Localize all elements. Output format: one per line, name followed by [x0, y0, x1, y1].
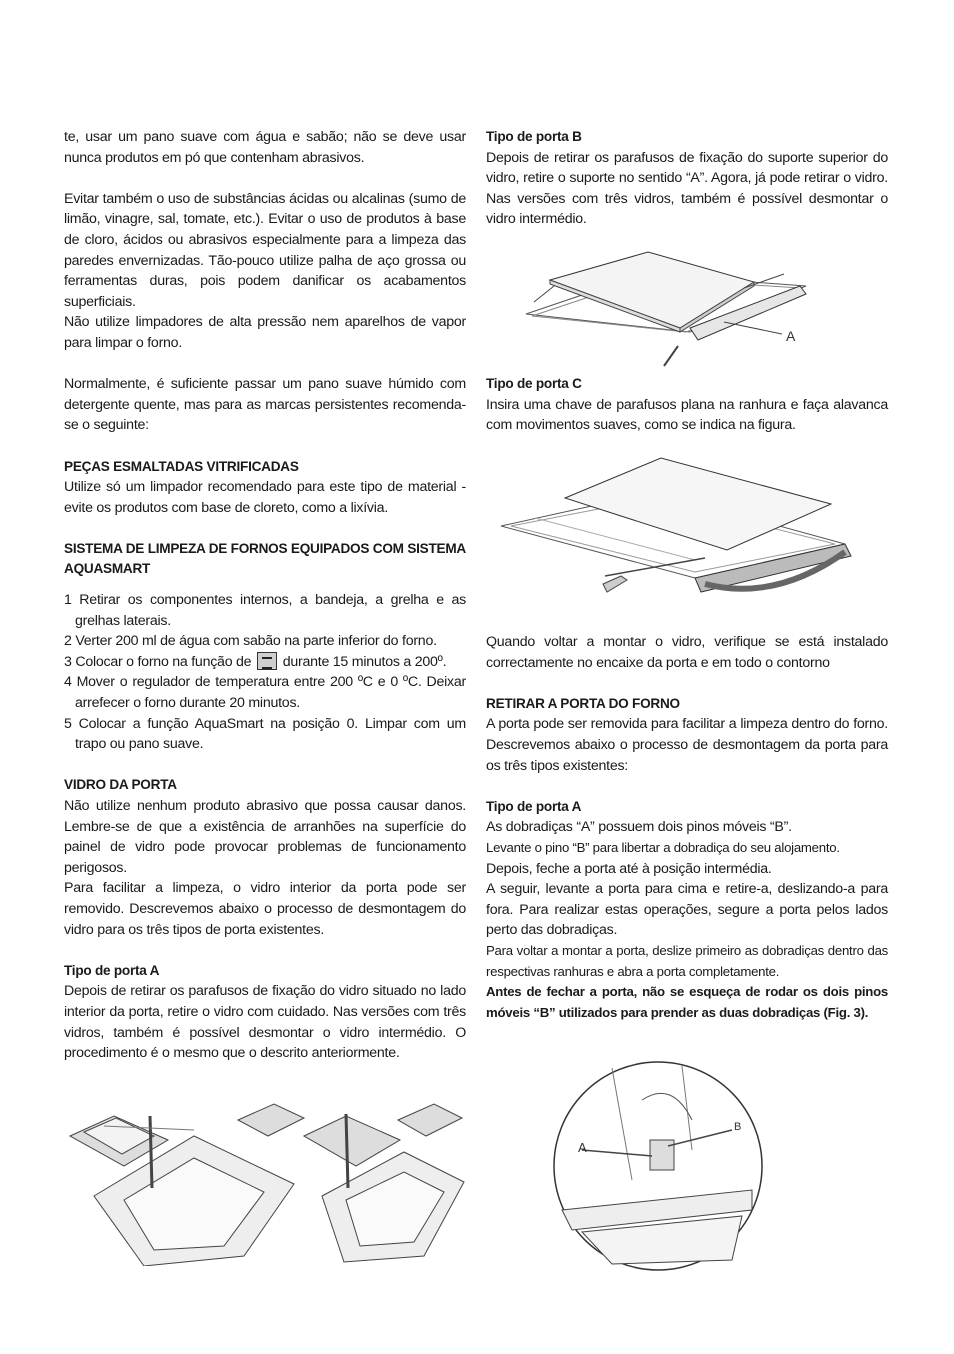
paragraph: Insira uma chave de parafusos plana na ranhura e faça alavanca com movimentos suaves, como se indica na figura. [486, 396, 888, 434]
sub-heading: Tipo de porta A [64, 962, 160, 978]
list-item: 2 Verter 200 ml de água com sabão na parte inferior do forno. [64, 633, 437, 650]
paragraph: Quando voltar a montar o vidro, verifique se está instalado correctamente no encaixe da porta e em todo o contorno [486, 634, 888, 671]
paragraph: Não utilize nenhum produto abrasivo que possa causar danos. Lembre-se de que a existência de arranhões na superfície do painel de vidro pode provocar problemas de funcionamento perigosos. [64, 798, 466, 876]
section-heading: VIDRO DA PORTA [64, 777, 177, 793]
door-type-a-glass-illustration [64, 1096, 468, 1266]
right-column-bottom [486, 632, 888, 1023]
step-text: durante 15 minutos a 200º. [282, 653, 447, 670]
figure-label-a: A [786, 328, 796, 344]
list-item: 5 Colocar a função AquaSmart na posição 0. Limpar com um trapo ou pano suave. [64, 715, 466, 753]
list-item: 4 Mover o regulador de temperatura entre 200 ºC e 0 ºC. Deixar arrefecer o forno durante 20 minutos. [64, 674, 466, 712]
section-heading: SISTEMA DE LIMPEZA DE FORNOS EQUIPADOS COM SISTEMA AQUASMART [64, 540, 466, 577]
sub-heading: Tipo de porta A [486, 798, 582, 814]
hinge-label-b: B [734, 1121, 742, 1133]
door-type-b-illustration [514, 242, 814, 372]
paragraph: Levante o pino “B” para libertar a dobradiça do seu alojamento. [486, 839, 840, 855]
left-column [64, 127, 466, 1064]
hinge-label-a: A [578, 1140, 587, 1155]
sub-heading: Tipo de porta C [486, 376, 582, 391]
section-heading: RETIRAR A PORTA DO FORNO [486, 695, 680, 711]
paragraph: Para voltar a montar a porta, deslize primeiro as dobradiças dentro das respectivas ranhuras e abra a porta completamente. [486, 942, 888, 979]
paragraph: As dobradiças “A” possuem dois pinos móveis “B”. [486, 819, 792, 836]
steps-list [64, 590, 466, 755]
paragraph: A porta pode ser removida para facilitar a limpeza dentro do forno. Descrevemos abaixo o processo de desmontagem da porta para os três tipos existentes: [486, 716, 888, 774]
right-column-top [486, 127, 888, 230]
paragraph: Evitar também o uso de substâncias ácidas ou alcalinas (sumo de limão, vinagre, sal, tomate, etc.). Evitar o uso de produtos à base de cloro, ácidos ou abrasivos especialmente para a limpeza das paredes envernizadas. Tão-pouco utilize palha de aço grossa ou ferramentas duras, pois podem danificar os acabamentos superficiais. [64, 190, 466, 310]
door-type-c-illustration [495, 452, 865, 604]
paragraph: Utilize só um limpador recomendado para este tipo de material - evite os produtos com base de cloreto, como a lixívia. [64, 479, 466, 516]
list-item [64, 652, 466, 673]
paragraph: Para facilitar a limpeza, o vidro interior da porta pode ser removido. Descrevemos abaixo o processo de desmontagem do vidro para os três tipos de porta existentes. [64, 880, 466, 938]
warning-paragraph: Antes de fechar a porta, não se esqueça de rodar os dois pinos móveis “B” utilizados para prender as duas dobradiças (Fig. 3). [486, 984, 888, 1020]
list-item: 1 Retirar os componentes internos, a bandeja, a grelha e as grelhas laterais. [64, 592, 466, 629]
right-column-mid [486, 374, 888, 436]
paragraph: Não utilize limpadores de alta pressão nem aparelhos de vapor para limpar o forno. [64, 314, 466, 351]
paragraph: te, usar um pano suave com água e sabão; não se deve usar nunca produtos em pó que contenham abrasivos. [64, 129, 466, 166]
hinge-detail-illustration [552, 1060, 764, 1272]
paragraph: A seguir, levante a porta para cima e retire-a, deslizando-a para fora. Para realizar estas operações, segure a porta pelos lados perto das dobradiças. [486, 881, 888, 939]
oven-function-icon [257, 652, 277, 670]
step-text: 3 Colocar o forno na função de [64, 653, 252, 670]
paragraph: Depois de retirar os parafusos de fixação do vidro situado no lado interior da porta, retire o vidro com cuidado. Nas versões com três vidros, também é possível desmontar o vidro intermédio. O procedimento é o mesmo que o descrito anteriormente. [64, 983, 466, 1062]
paragraph: Normalmente, é suficiente passar um pano suave húmido com detergente quente, mas para as marcas persistentes recomenda-se o seguinte: [64, 376, 466, 434]
paragraph: Depois de retirar os parafusos de fixação do suporte superior do vidro, retire o suporte no sentido “A”. Agora, já pode retirar o vidro. Nas versões com três vidros, também é possível desmontar o vidro intermédio. [486, 149, 888, 228]
sub-heading: Tipo de porta B [486, 129, 582, 144]
section-heading: PEÇAS ESMALTADAS VITRIFICADAS [64, 458, 299, 474]
paragraph: Depois, feche a porta até à posição intermédia. [486, 860, 772, 877]
